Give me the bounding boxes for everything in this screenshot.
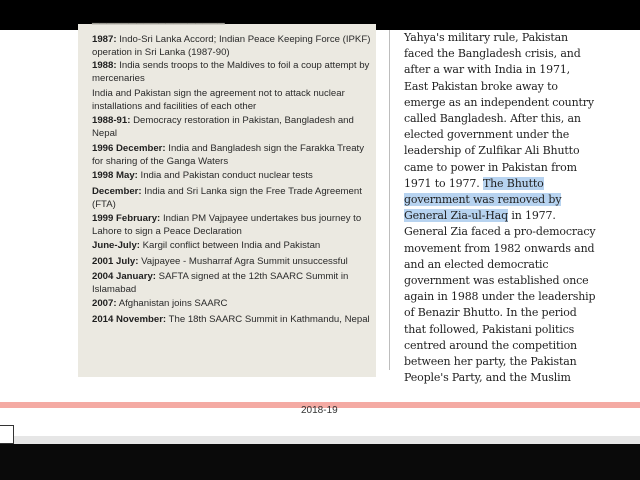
partial-checkbox[interactable] [0,425,14,444]
body-line: General Zia faced a pro-democracy [404,225,596,239]
body-line-part: in 1977. [507,209,556,223]
highlighted-text[interactable]: General Zia-ul-Haq [404,209,508,223]
body-line: elected government under the [404,128,570,142]
body-line: came to power in Pakistan from [404,160,577,174]
timeline-box [78,24,376,377]
timeline-entry: 1999 February: Indian PM Vajpayee undertakes bus journey to Lahore to sign a Peace Declaration [92,213,362,237]
body-line-highlight-start[interactable] [404,176,588,192]
body-line: centred around the competition [404,338,577,352]
timeline-entry: 1998 May: India and Pakistan conduct nuclear tests [92,170,313,181]
timeline-partial-heading: ▔▔▔▔▔▔▔▔▔▔▔▔▔▔▔▔▔▔ [92,24,225,35]
timeline-entry: 1987: Indo-Sri Lanka Accord; Indian Peace Keeping Force (IPKF) operation in Sri Lanka (1987-90) [92,34,371,58]
body-line: movement from 1982 onwards and [404,241,595,255]
column-divider [389,30,390,370]
body-line: called Bangladesh. After this, an [404,112,581,126]
body-line: Yahya's military rule, Pakistan [404,31,568,44]
body-line: and an elected democratic [404,257,549,271]
timeline-entry: 1988: India sends troops to the Maldives to foil a coup attempt by mercenaries [92,60,370,84]
body-line: between her party, the Pakistan [404,355,577,369]
body-line: emerge as an independent country [404,95,594,109]
timeline-entry: June-July: Kargil conflict between India and Pakistan [92,240,321,251]
body-line: leadership of Zulfikar Ali Bhutto [404,144,580,158]
page-gap [0,436,640,444]
highlighted-text[interactable]: government was removed by [404,193,562,207]
timeline-entry: 1988-91: Democracy restoration in Pakistan, Bangladesh and Nepal [92,115,354,139]
timeline-entry: 2014 November: The 18th SAARC Summit in Kathmandu, Nepal [92,314,370,325]
footer-year: 2018-19 [301,405,338,416]
body-line: again in 1988 under the leadership [404,290,596,304]
timeline-entry: 1996 December: India and Bangladesh sign the Farakka Treaty for sharing of the Ganga Waters [92,143,365,167]
body-line: government was established once [404,274,589,288]
timeline-entry: 2001 July: Vajpayee - Musharraf Agra Summit unsuccessful [92,256,348,267]
body-line: faced the Bangladesh crisis, and [404,47,581,61]
body-line: of Benazir Bhutto. In the period [404,306,577,320]
body-line-part: 1971 to 1977. [404,176,480,190]
body-line-highlight[interactable] [404,192,588,208]
body-line: after a war with India in 1971, [404,63,571,77]
bottom-black-bar [0,444,640,480]
timeline-entry: 2004 January: SAFTA signed at the 12th SAARC Summit in Islamabad [92,271,349,295]
document-page [0,24,640,402]
body-line: People's Party, and the Muslim [404,371,571,385]
highlighted-text[interactable]: The Bhutto [482,176,544,190]
timeline-entry: 2007: Afghanistan joins SAARC [92,298,228,309]
timeline-entry: India and Pakistan sign the agreement not to attack nuclear installations and facilities of each other [92,88,345,112]
body-line: that followed, Pakistani politics [404,322,575,336]
body-line: East Pakistan broke away to [404,79,558,93]
timeline-entry: December: India and Sri Lanka sign the Free Trade Agreement (FTA) [92,186,362,210]
body-text-column [404,30,596,386]
body-line-highlight-end[interactable] [404,208,588,224]
